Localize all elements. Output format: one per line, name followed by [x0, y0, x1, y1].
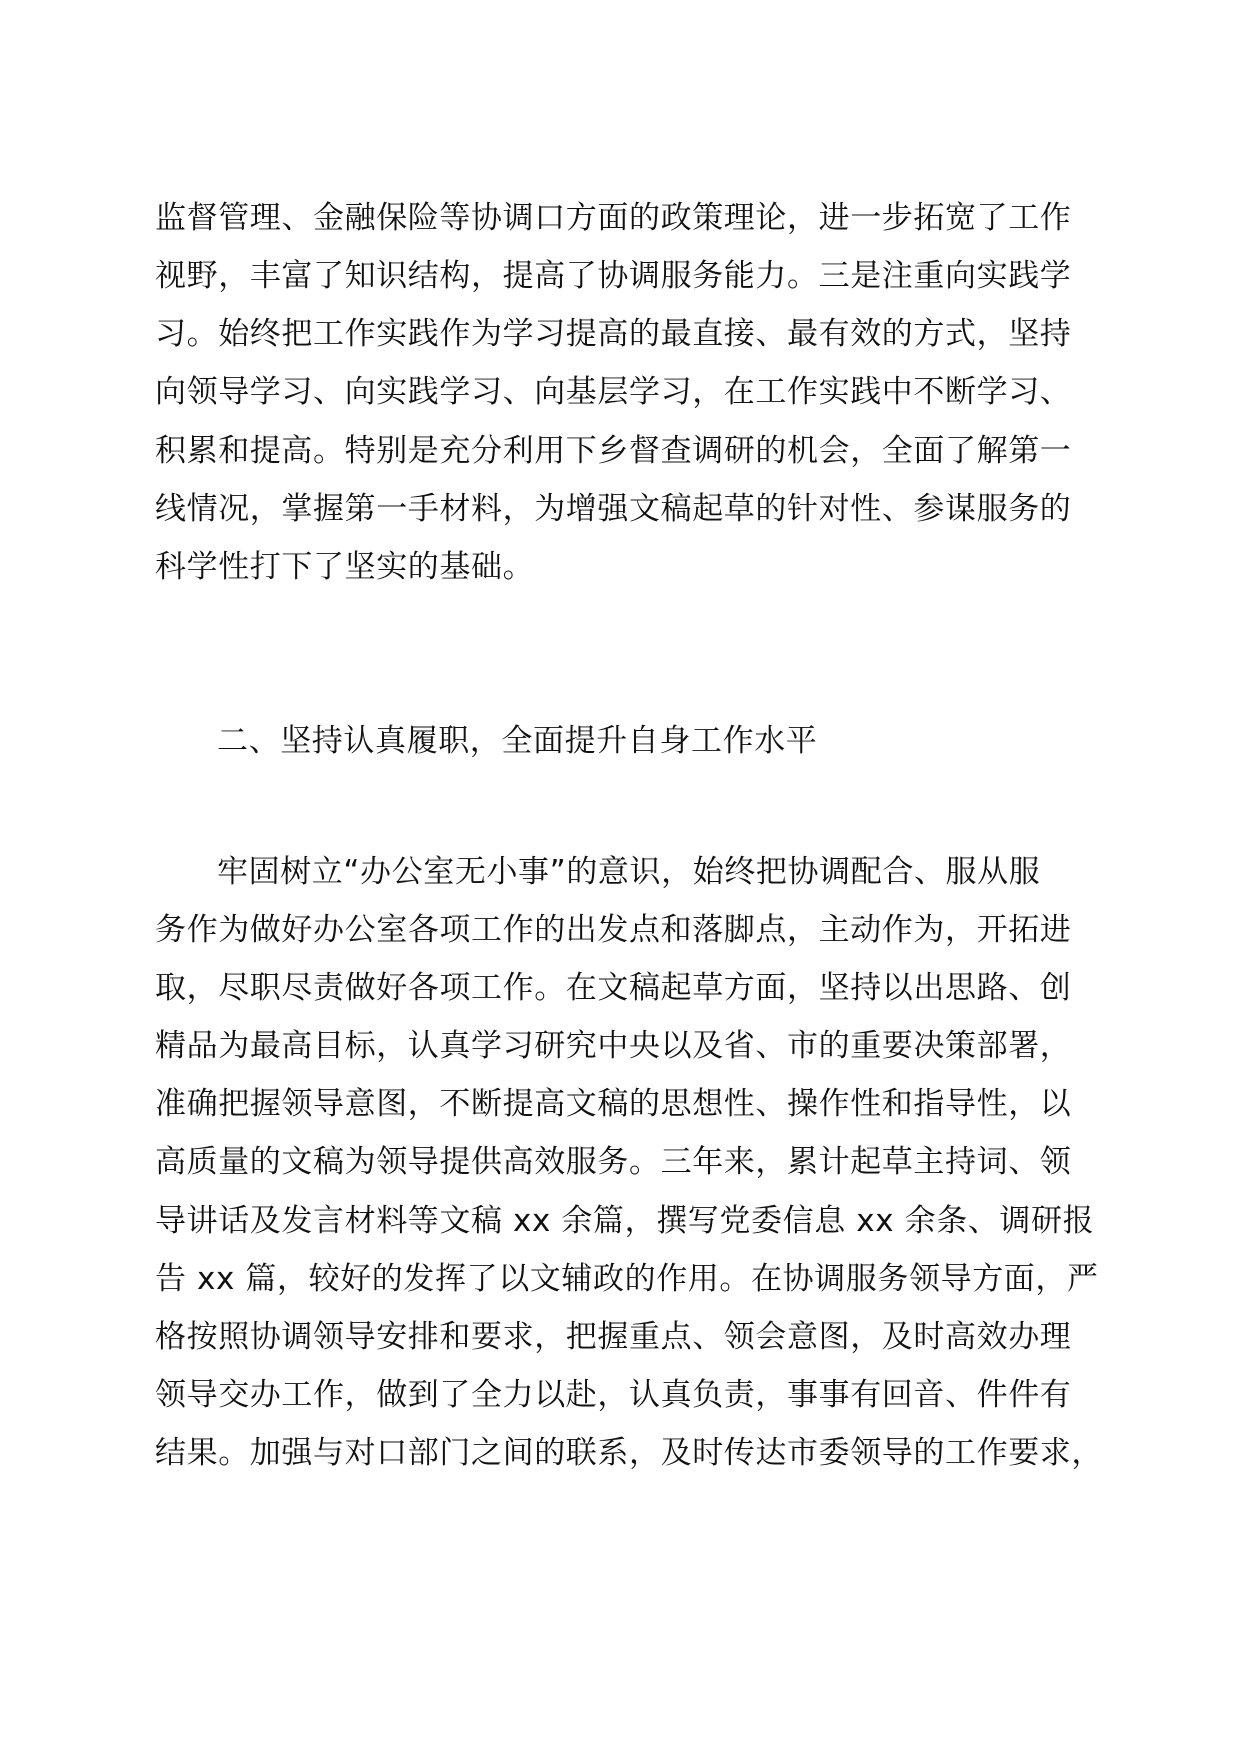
paragraph-2-line-1: 牢固树立“办公室无小事”的意识，始终把协调配合、服从服: [217, 854, 1041, 890]
paragraph-2-line-11: 结果。加强与对口部门之间的联系，及时传达市委领导的工作要求，: [155, 1435, 1103, 1471]
paragraph-1-line-3: 习。始终把工作实践作为学习提高的最直接、最有效的方式，坚持: [155, 316, 1072, 352]
paragraph-2-line-5: 准确把握领导意图，不断提高文稿的思想性、操作性和指导性，以: [155, 1086, 1072, 1122]
section-heading: 二、坚持认真履职，全面提升自身工作水平: [217, 723, 818, 759]
paragraph-1-line-1: 监督管理、金融保险等协调口方面的政策理论，进一步拓宽了工作: [155, 200, 1072, 236]
paragraph-1-line-2: 视野，丰富了知识结构，提高了协调服务能力。三是注重向实践学: [155, 258, 1072, 294]
paragraph-2-line-8: 告 xx 篇，较好的发挥了以文辅政的作用。在协调服务领导方面，严: [155, 1261, 1099, 1297]
paragraph-1-line-4: 向领导学习、向实践学习、向基层学习，在工作实践中不断学习、: [155, 374, 1072, 410]
paragraph-2-line-9: 格按照协调领导安排和要求，把握重点、领会意图，及时高效办理: [155, 1319, 1072, 1355]
paragraph-2-line-10: 领导交办工作，做到了全力以赴，认真负责，事事有回音、件件有: [155, 1377, 1072, 1413]
paragraph-1-line-7: 科学性打下了坚实的基础。: [155, 549, 535, 585]
paragraph-2-line-7: 导讲话及发言材料等文稿 xx 余篇，撰写党委信息 xx 余条、调研报: [155, 1203, 1095, 1239]
paragraph-1-line-5: 积累和提高。特别是充分利用下乡督查调研的机会，全面了解第一: [155, 433, 1072, 469]
paragraph-2-line-3: 取，尽职尽责做好各项工作。在文稿起草方面，坚持以出思路、创: [155, 970, 1072, 1006]
paragraph-2-line-6: 高质量的文稿为领导提供高效服务。三年来，累计起草主持词、领: [155, 1144, 1072, 1180]
paragraph-1-line-6: 线情况，掌握第一手材料，为增强文稿起草的针对性、参谋服务的: [155, 491, 1072, 527]
paragraph-2-line-2: 务作为做好办公室各项工作的出发点和落脚点，主动作为，开拓进: [155, 912, 1072, 948]
paragraph-2-line-4: 精品为最高目标，认真学习研究中央以及省、市的重要决策部署，: [155, 1028, 1072, 1064]
